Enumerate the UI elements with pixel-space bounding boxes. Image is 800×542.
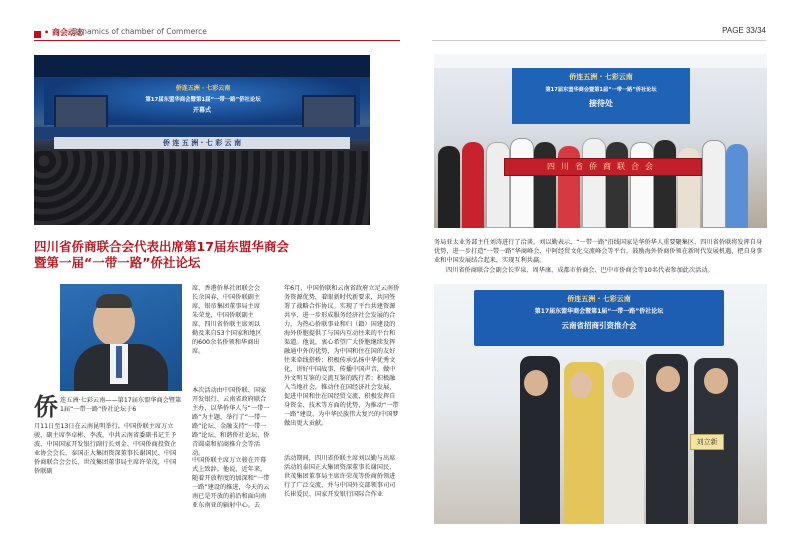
col2-bottom: 中国侨联主席万立骏在开幕式上致辞。他说，近年来，随着开放程度的加深和“一带一路”建设的推进，今天的云南已是开放的前沿和面向南亚东南亚的辐射中心。去 (192, 457, 270, 509)
red-banner-text: 四川省侨商联合会 (547, 162, 659, 171)
photo-investment-meeting (434, 284, 767, 524)
section-title: • 商会动态 (44, 28, 84, 37)
col1-text: 月11日至13日在云南昆明举行。中国侨联主席万立骏，副主席李卓彬、李波，中共云南省委副书记王予波、中国国家开发银行副行长刘金、中国侨商投资企业协会会长、泰国正大集团资深董事长谢国民、中国侨商联合会会长、世茂集团董事局主席许荣茂，中国侨联副 (34, 423, 177, 475)
banner-main: 第17届东盟华商会暨第1届“一带一路”侨社论坛 (534, 308, 664, 315)
header-rule-left (34, 40, 400, 41)
col2-top: 席、香港侨界社团联会会长余国春，中国侨联副主席、银帝集团董事局主席朱荣龙，中国侨联副主席，四川省侨联主席刘以勤及来自53个国家和地区的600余名侨领和华商出席。 (192, 285, 262, 355)
name-sign: 刘立新 (690, 434, 724, 450)
drop-cap: 侨 (34, 393, 58, 421)
banner-top: 侨连五洲 · 七彩云南 (175, 85, 231, 92)
section-subtitle: Dynamics of chamber of Commerce (72, 27, 207, 36)
screen-left (54, 95, 108, 131)
banner-main: 第17届东盟华商会暨第1届“一带一路”侨社论坛 (145, 97, 261, 103)
photo-portrait (60, 284, 182, 391)
article-title-line2: 暨第一届“一带一路”侨社论坛 (34, 255, 201, 270)
photo-opening-ceremony (34, 55, 370, 225)
screen-right (302, 95, 356, 131)
col3-text: 年6月，中国侨联和云南省政府立足云南侨务资源优势，着眼新时代新要求，共同签署了战略合作协议。实现了平台共建资源共享、进一步形成服务经济社会发展的合力，为热心侨联事业和归（籍）国建设的海外侨胞提供了与国内互动往来的平台和渠道。他说，衷心希望广大侨胞继续发挥融通中外的优势，为中国和住在国的友好往来牵线搭桥；积极传承弘扬中华优秀文化，讲好中国故事、传播中国声音，做中外文明互鉴的交流互鉴的践行者；积极融入当地社会，推动住在国经济社会发展，促进中国和住在国经贸交流，积极发挥自身资金、技术等方面的优势，为推动“一带一路”建设、为中华民族伟大复兴的中国梦做出更大贡献。 (284, 285, 400, 427)
banner-top: 侨连五洲 · 七彩云南 (567, 295, 631, 303)
col2-mid: 本次活动由中国侨联、国家开发银行、云南省政府联合主办，以华侨华人与“一带一路”为主题，举行了“一带一路”论坛、金融支持“一带一路”论坛、和谐侨社论坛、侨青圆桌和招商推介会等活动。 (192, 387, 270, 456)
red-banner (504, 158, 702, 176)
header-rule-right (432, 40, 766, 41)
banner-main: 第17届东盟华商会暨第1届“一带一路”侨社论坛 (545, 87, 657, 93)
banner-sub: 云南省招商引资推介会 (561, 321, 637, 330)
section-marker (34, 31, 41, 38)
article-title-line1: 四川省侨商联合会代表出席第17届东盟华商会 (34, 239, 289, 254)
banner-sub: 接待处 (589, 99, 613, 108)
banner-sub: 开幕式 (192, 107, 211, 114)
front-banner: 侨 连 五 洲 · 七 彩 云 南 (54, 137, 350, 149)
col1-intro: 连五洲·七彩云南——第17届东盟华商会暨第1届“一带一路”侨社论坛于6 (60, 397, 182, 413)
right-paragraph-1: 务局亚太业务部主任刘涛进行了洽谈。刘以勤表示，“一带一路”沿线国家是华侨华人重要聚集区，四川省侨联将发挥自身优势，进一步打造“一带一路”华商峰会、中阿经贸文化交流峰会等平台，鼓励海外侨商侨领在新时代发展机遇，把自身事业和中国发展结合起来，实现互利共赢。 (434, 239, 763, 264)
photo-reception-group (434, 54, 767, 228)
page-number: PAGE 33/34 (722, 26, 766, 35)
col3-end: 活动期间，四川省侨联主席刘以勤与出席活动的泰国正大集团资深董事长谢国民、世茂集团董事局主席许荣茂等侨商侨领进行了广泛交流，并与中国外交部领事司司长崔爱民、国家开发银行国际合作业 (284, 455, 396, 498)
right-paragraph-2: 四川省侨商联合会副会长罗泉、周华康、成都市侨商会、巴中市侨商会等10名代表参加此次活动。 (446, 267, 714, 274)
audience (34, 151, 370, 225)
banner-top: 侨连五洲 · 七彩云南 (569, 73, 633, 81)
